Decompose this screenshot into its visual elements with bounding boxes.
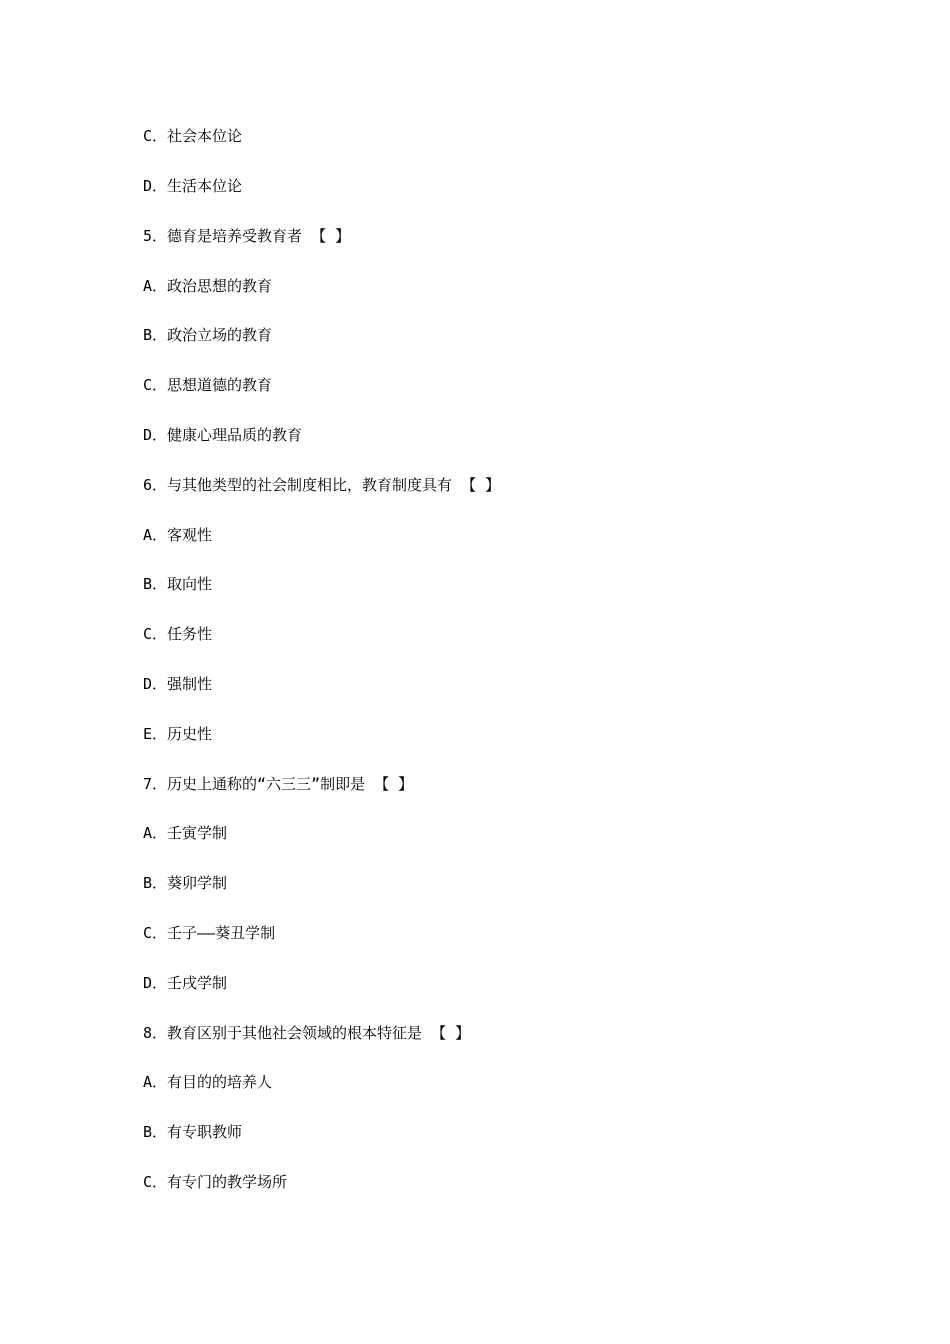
- option-text: A．客观性: [143, 526, 213, 544]
- option-text: B．政治立场的教育: [143, 326, 273, 344]
- question-text: 8．教育区别于其他社会领域的根本特征是 【 】: [143, 1024, 471, 1042]
- option-text: A．有目的的培养人: [143, 1073, 273, 1091]
- option-text: D．强制性: [143, 675, 213, 693]
- question-text: 5．德育是培养受教育者 【 】: [143, 227, 351, 245]
- option-text: A．政治思想的教育: [143, 277, 273, 295]
- option-text: B．有专职教师: [143, 1123, 243, 1141]
- option-text: C．思想道德的教育: [143, 376, 273, 394]
- option-text: E．历史性: [143, 725, 213, 743]
- option-text: D．健康心理品质的教育: [143, 426, 303, 444]
- option-text: A．壬寅学制: [143, 824, 228, 842]
- option-text: C．壬子——葵丑学制: [143, 924, 276, 942]
- option-text: D．生活本位论: [143, 177, 243, 195]
- option-text: B．葵卯学制: [143, 874, 228, 892]
- option-text: B．取向性: [143, 575, 213, 593]
- option-text: C．社会本位论: [143, 127, 243, 145]
- question-text: 6．与其他类型的社会制度相比，教育制度具有 【 】: [143, 476, 501, 494]
- question-text: 7．历史上通称的“六三三”制即是 【 】: [143, 775, 414, 793]
- option-text: D．壬戌学制: [143, 974, 228, 992]
- option-text: C．任务性: [143, 625, 213, 643]
- option-text: C．有专门的教学场所: [143, 1173, 288, 1191]
